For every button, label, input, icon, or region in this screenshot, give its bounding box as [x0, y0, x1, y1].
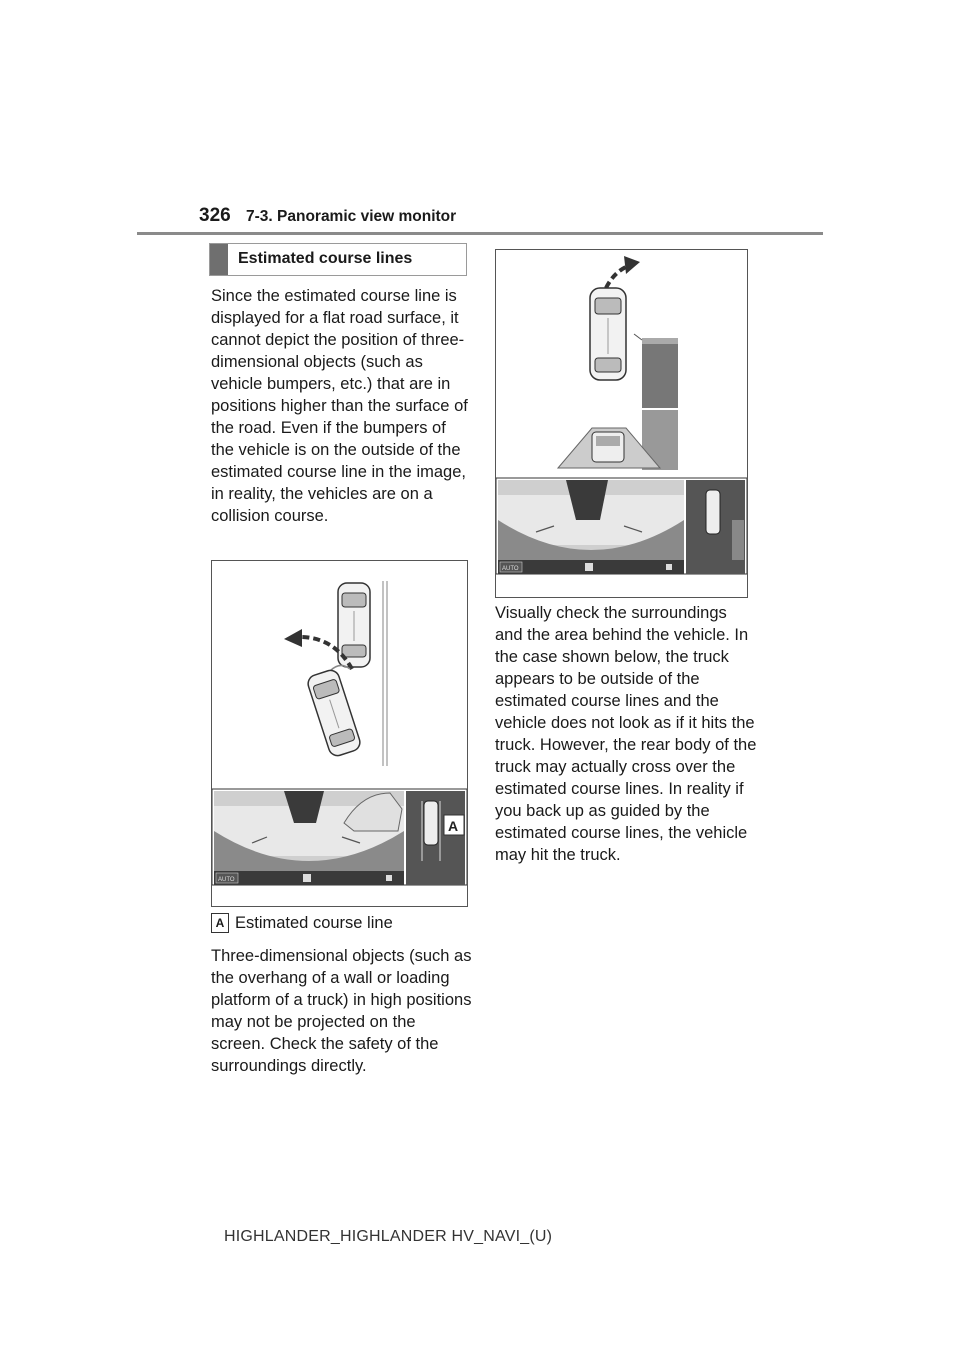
camera-screen-2	[496, 478, 747, 574]
camera-screen	[212, 789, 467, 885]
legend-estimated-course-line	[211, 913, 393, 933]
figure-truck-overhang	[495, 249, 748, 598]
paragraph-three-dimensional-objects: Three-dimensional objects (such as the overhang of a wall or loading platform of a truck) in high positions may not be projected on the screen. Check the safety of the surroundings directly.	[211, 947, 472, 1075]
paragraph-flat-surface: Since the estimated course line is displayed for a flat road surface, it cannot depict the position of three-dimensional objects (such as vehicle bumpers, etc.) that are in positions higher than the surface of the road. Even if the bumpers of the vehicle is on the outside of the estimated course line in the image, in reality, the vehicles are on a collision course.	[211, 287, 468, 525]
footer-model-code: HIGHLANDER_HIGHLANDER HV_NAVI_(U)	[224, 1228, 553, 1245]
callout-a: A	[448, 818, 459, 834]
paragraph-visual-check: Visually check the surroundings and the area behind the vehicle. In the case shown below, the truck appears to be outside of the estimated course lines and the vehicle does not look as if it hits the truck. However, the rear body of the truck may actually cross over the estimated course lines. In reality if you back up as guided by the estimated course lines, the vehicle may hit the truck.	[495, 604, 757, 864]
curved-arrow-icon-2	[606, 256, 640, 288]
page-number: 326	[199, 205, 231, 226]
legend-marker: A	[211, 913, 229, 933]
auto-badge-2: AUTO	[502, 566, 519, 572]
figure-course-line-collision	[211, 560, 468, 907]
header-rule	[137, 232, 823, 235]
heading-text: Estimated course lines	[238, 250, 413, 267]
reversing-car-icon	[590, 288, 626, 380]
heading-box	[209, 243, 467, 276]
figure2-illustration	[496, 250, 747, 597]
auto-badge: AUTO	[218, 877, 235, 883]
legend-text: Estimated course line	[235, 913, 393, 932]
section-title: 7-3. Panoramic view monitor	[246, 208, 457, 225]
maneuvering-car-icon	[306, 668, 362, 758]
heading-bar	[210, 244, 228, 275]
figure1-illustration	[212, 561, 467, 906]
